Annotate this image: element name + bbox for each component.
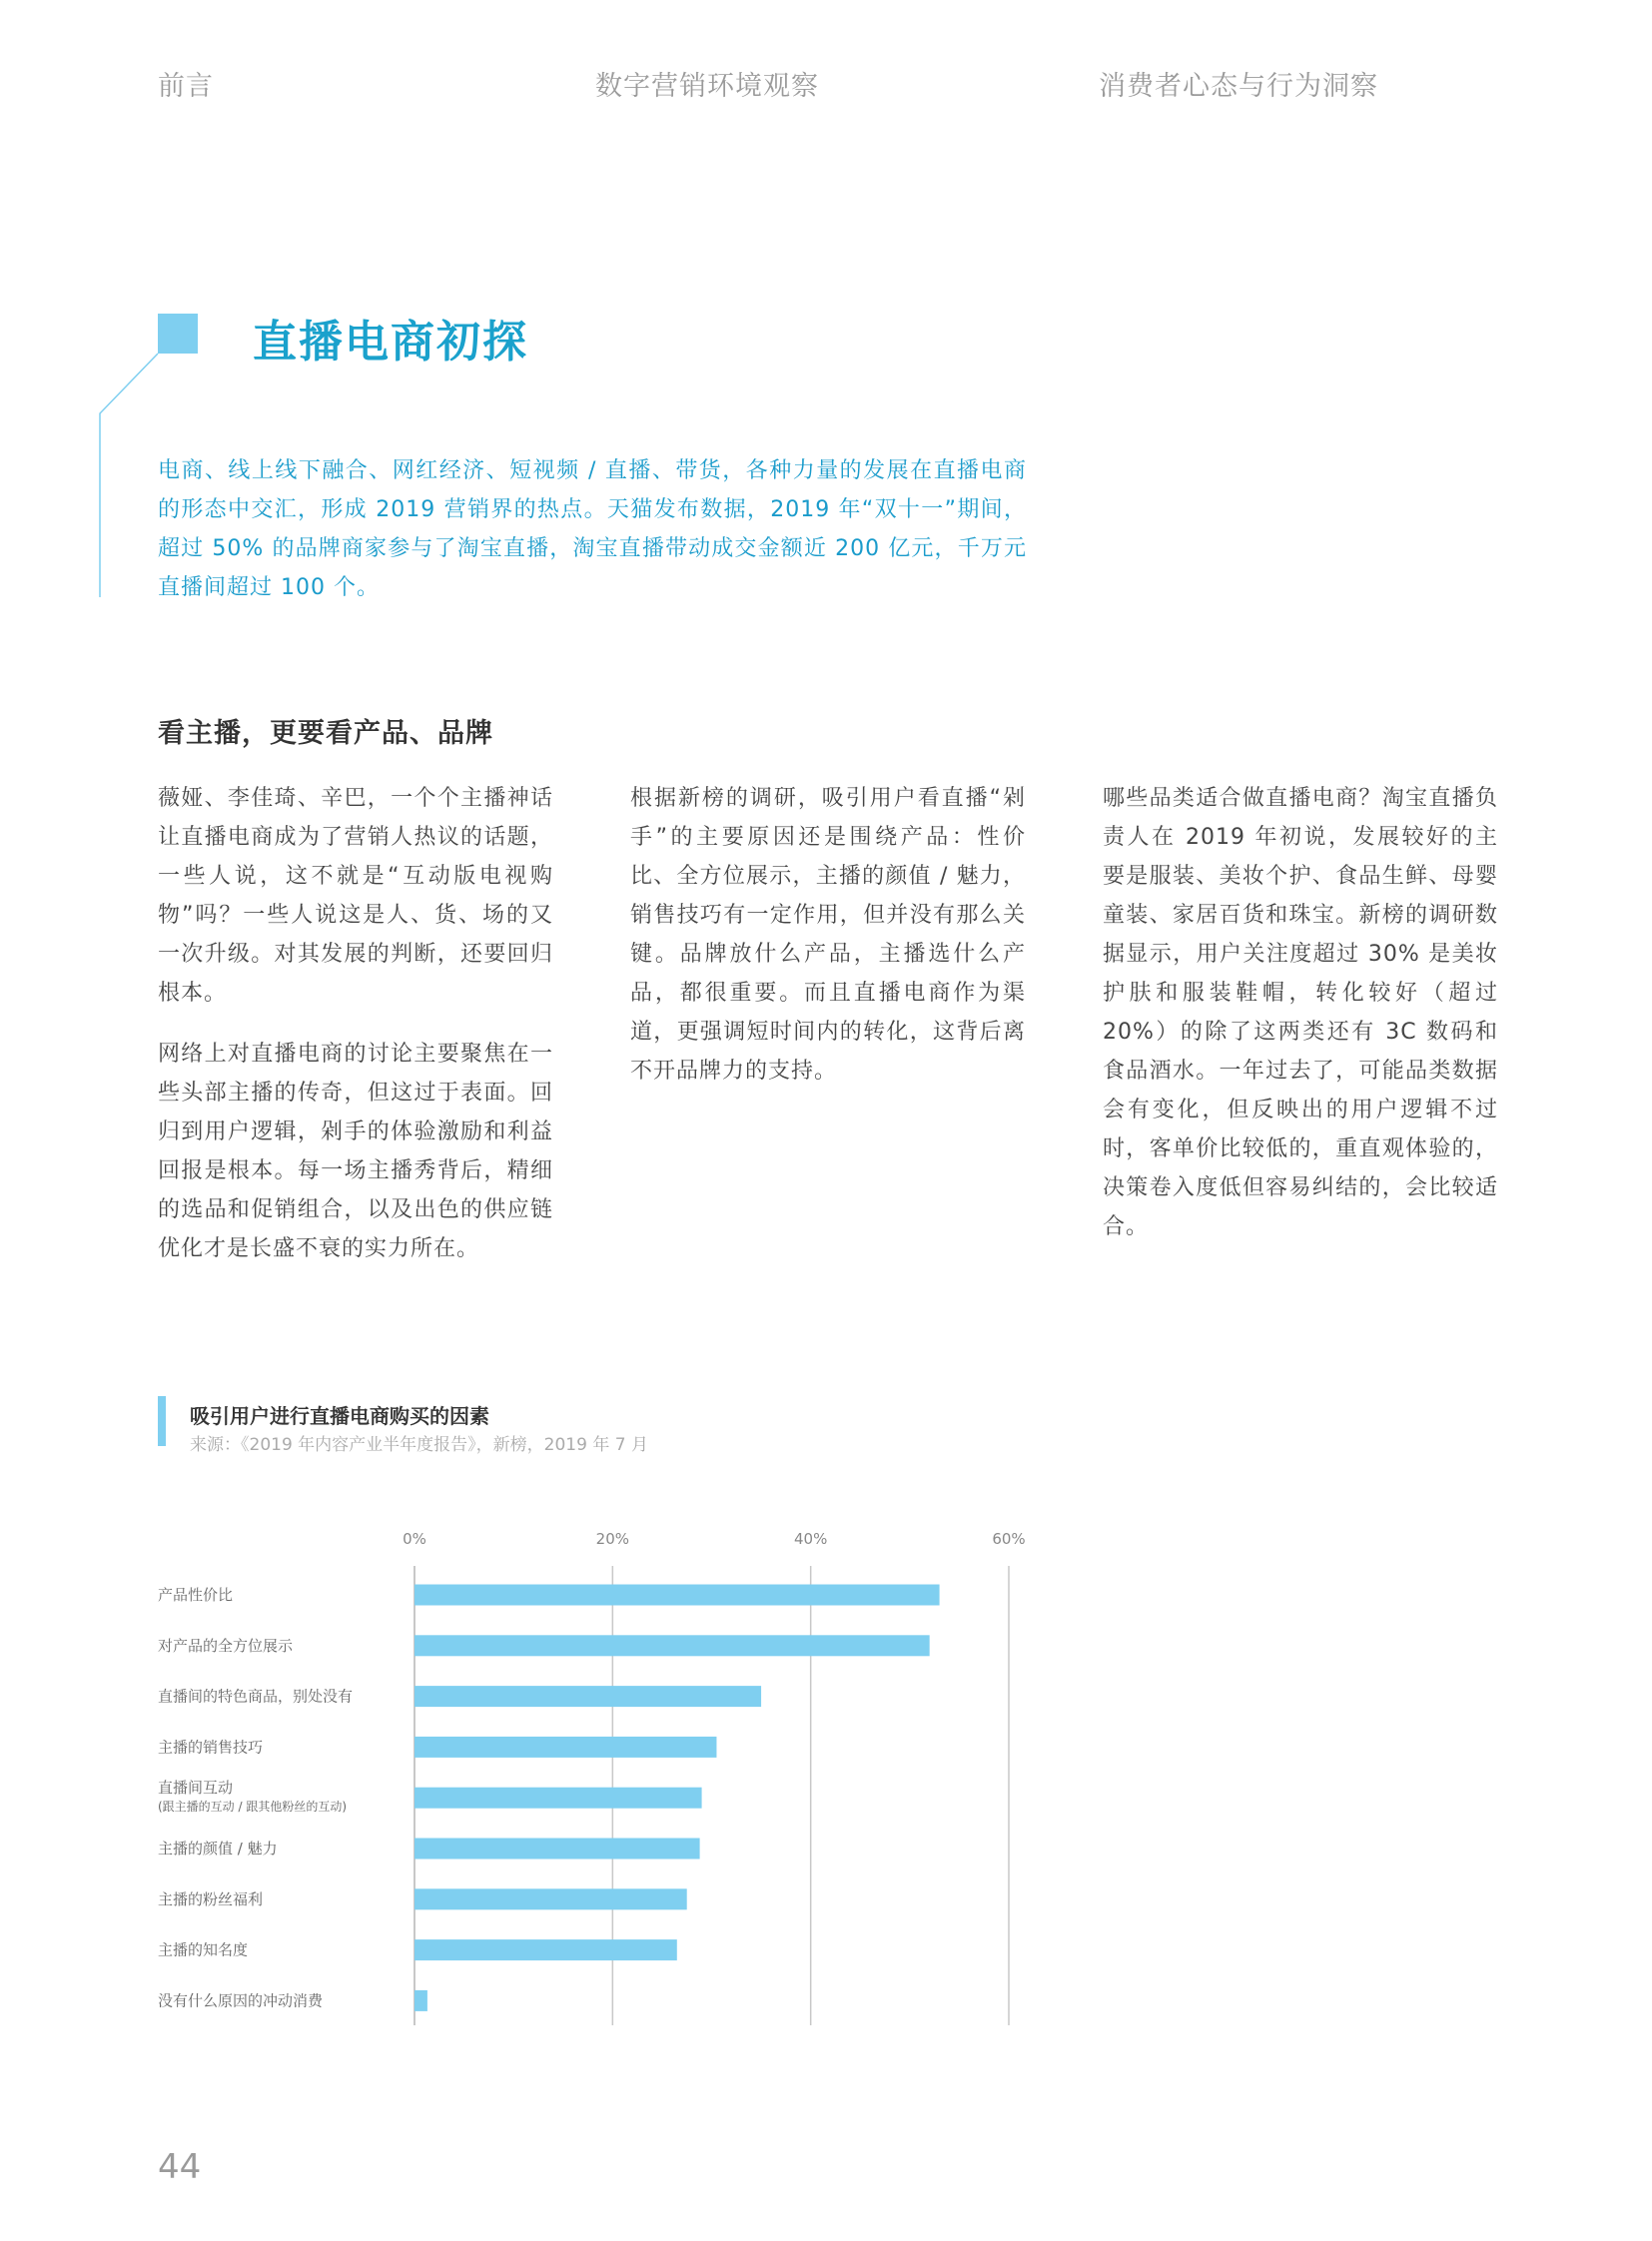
paragraph: 薇娅、李佳琦、辛巴，一个个主播神话让直播电商成为了营销人热议的话题，一些人说，这不就是“互动版电视购物”吗？一些人说这是人、货、场的又一次升级。对其发展的判断，还要回归根本。: [158, 786, 553, 1006]
nav-preface[interactable]: 前言: [158, 71, 214, 102]
section-title: 直播电商初探: [253, 317, 528, 368]
category-label: 主播的销售技巧: [158, 1738, 264, 1757]
page-number: 44: [158, 2147, 202, 2187]
chart-source: 来源：《2019 年内容产业半年度报告》，新榜，2019 年 7 月: [190, 1435, 648, 1455]
x-tick-label: 40%: [793, 1530, 828, 1548]
paragraph: 网络上对直播电商的讨论主要聚焦在一些头部主播的传奇，但这过于表面。回归到用户逻辑，剁手的体验激励和利益回报是根本。每一场主播秀背后，精细的选品和促销组合，以及出色的供应链优化才是长盛不衰的实力所在。: [158, 1042, 553, 1261]
category-label: 主播的粉丝福利: [158, 1889, 264, 1908]
x-tick-label: 60%: [992, 1530, 1026, 1548]
category-label: 直播间的特色商品，别处没有: [158, 1687, 354, 1706]
bar: [414, 1686, 761, 1707]
category-label: 主播的颜值 / 魅力: [158, 1840, 278, 1858]
category-label: 对产品的全方位展示: [158, 1636, 294, 1655]
chart-title: 吸引用户进行直播电商购买的因素: [190, 1404, 489, 1428]
article-subheading: 看主播，更要看产品、品牌: [158, 718, 493, 749]
nav-digital-marketing[interactable]: 数字营销环境观察: [595, 71, 819, 102]
x-tick-label: 0%: [403, 1530, 426, 1548]
bar: [414, 1839, 700, 1860]
category-label: 产品性价比: [158, 1586, 234, 1604]
bar: [414, 1990, 427, 2011]
category-label: 直播间互动: [158, 1779, 234, 1798]
bar: [414, 1635, 930, 1656]
intro-paragraph: 电商、线上线下融合、网红经济、短视频 / 直播、带货，各种力量的发展在直播电商的形态中交汇，形成 2019 营销界的热点。天猫发布数据，2019 年“双十一”期间，超过 50% 的品牌商家参与了淘宝直播，淘宝直播带动成交金额近 200 亿元，千万元直播间超过 100 个。: [158, 458, 1027, 600]
bar: [414, 1888, 687, 1909]
x-tick-label: 20%: [595, 1530, 630, 1548]
nav-consumer-insight[interactable]: 消费者心态与行为洞察: [1099, 71, 1378, 102]
paragraph: 根据新榜的调研，吸引用户看直播“剁手”的主要原因还是围绕产品：性价比、全方位展示，主播的颜值 / 魅力，销售技巧有一定作用，但并没有那么关键。品牌放什么产品，主播选什么产品，都很重要。而且直播电商作为渠道，更强调短时间内的转化，这背后离不开品牌力的支持。: [630, 786, 1026, 1084]
bar: [414, 1788, 702, 1809]
bar: [414, 1585, 940, 1606]
category-label: 没有什么原因的冲动消费: [158, 1991, 324, 2010]
paragraph: 哪些品类适合做直播电商？淘宝直播负责人在 2019 年初说，发展较好的主要是服装、美妆个护、食品生鲜、母婴童装、家居百货和珠宝。新榜的调研数据显示，用户关注度超过 30% 是美妆护肤和服装鞋帽，转化较好（超过 20%）的除了这两类还有 3C 数码和食品酒水。一年过去了，可能品类数据会有变化，但反映出的用户逻辑不过时，客单价比较低的，重直观体验的，决策卷入度低但容易纠结的，会比较适合。: [1103, 786, 1498, 1239]
category-sublabel: (跟主播的互动 / 跟其他粉丝的互动): [158, 1800, 348, 1815]
bar: [414, 1737, 716, 1758]
category-label: 主播的知名度: [158, 1940, 249, 1959]
bar: [414, 1939, 677, 1960]
